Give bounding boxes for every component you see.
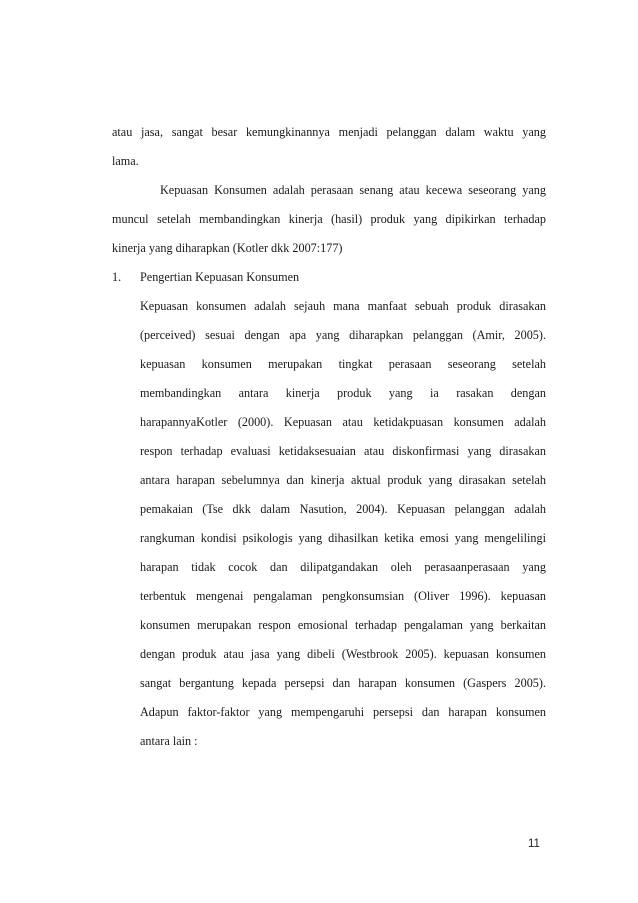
body-text-line: Adapun faktor-faktor yang mempengaruhi persepsi dan harapan konsumen (140, 705, 546, 719)
section-heading: Pengertian Kepuasan Konsumen (140, 270, 300, 284)
body-text-line: membandingkan antara kinerja produk yang ia rasakan dengan (140, 386, 546, 400)
body-text-line: lama. (112, 154, 139, 168)
body-text-line: sangat bergantung kepada persepsi dan harapan konsumen (Gaspers 2005). (140, 676, 546, 690)
body-text-line: (perceived) sesuai dengan apa yang diharapkan pelanggan (Amir, 2005). (140, 328, 546, 342)
body-text-line: atau jasa, sangat besar kemungkinannya menjadi pelanggan dalam waktu yang (112, 125, 546, 139)
body-text-line: rangkuman kondisi psikologis yang dihasilkan ketika emosi yang mengelilingi (140, 531, 546, 545)
body-text-line: pemakaian (Tse dkk dalam Nasution, 2004). Kepuasan pelanggan adalah (140, 502, 546, 516)
body-text-line: harapannyaKotler (2000). Kepuasan atau ketidakpuasan konsumen adalah (140, 415, 546, 429)
body-text-line: kepuasan konsumen merupakan tingkat perasaan seseorang setelah (140, 357, 546, 371)
section-number: 1. (112, 270, 122, 284)
body-text-line: respon terhadap evaluasi ketidaksesuaian atau diskonfirmasi yang dirasakan (140, 444, 546, 458)
body-text-line: kinerja yang diharapkan (Kotler dkk 2007:177) (112, 241, 343, 255)
body-text-line: antara lain : (140, 734, 198, 748)
body-text-line: harapan tidak cocok dan dilipatgandakan oleh perasaanperasaan yang (140, 560, 546, 574)
body-text-line: konsumen merupakan respon emosional terhadap pengalaman yang berkaitan (140, 618, 546, 632)
body-text-line: muncul setelah membandingkan kinerja (hasil) produk yang dipikirkan terhadap (112, 212, 546, 226)
page-number: 11 (528, 838, 540, 850)
body-text-line: terbentuk mengenai pengalaman pengkonsumsian (Oliver 1996). kepuasan (140, 589, 546, 603)
body-text-line: dengan produk atau jasa yang dibeli (Westbrook 2005). kepuasan konsumen (140, 647, 546, 661)
body-text-line: antara harapan sebelumnya dan kinerja aktual produk yang dirasakan setelah (140, 473, 546, 487)
paragraph-first-line: Kepuasan Konsumen adalah perasaan senang atau kecewa seseorang yang (160, 183, 546, 197)
body-text-line: Kepuasan konsumen adalah sejauh mana manfaat sebuah produk dirasakan (140, 299, 546, 313)
